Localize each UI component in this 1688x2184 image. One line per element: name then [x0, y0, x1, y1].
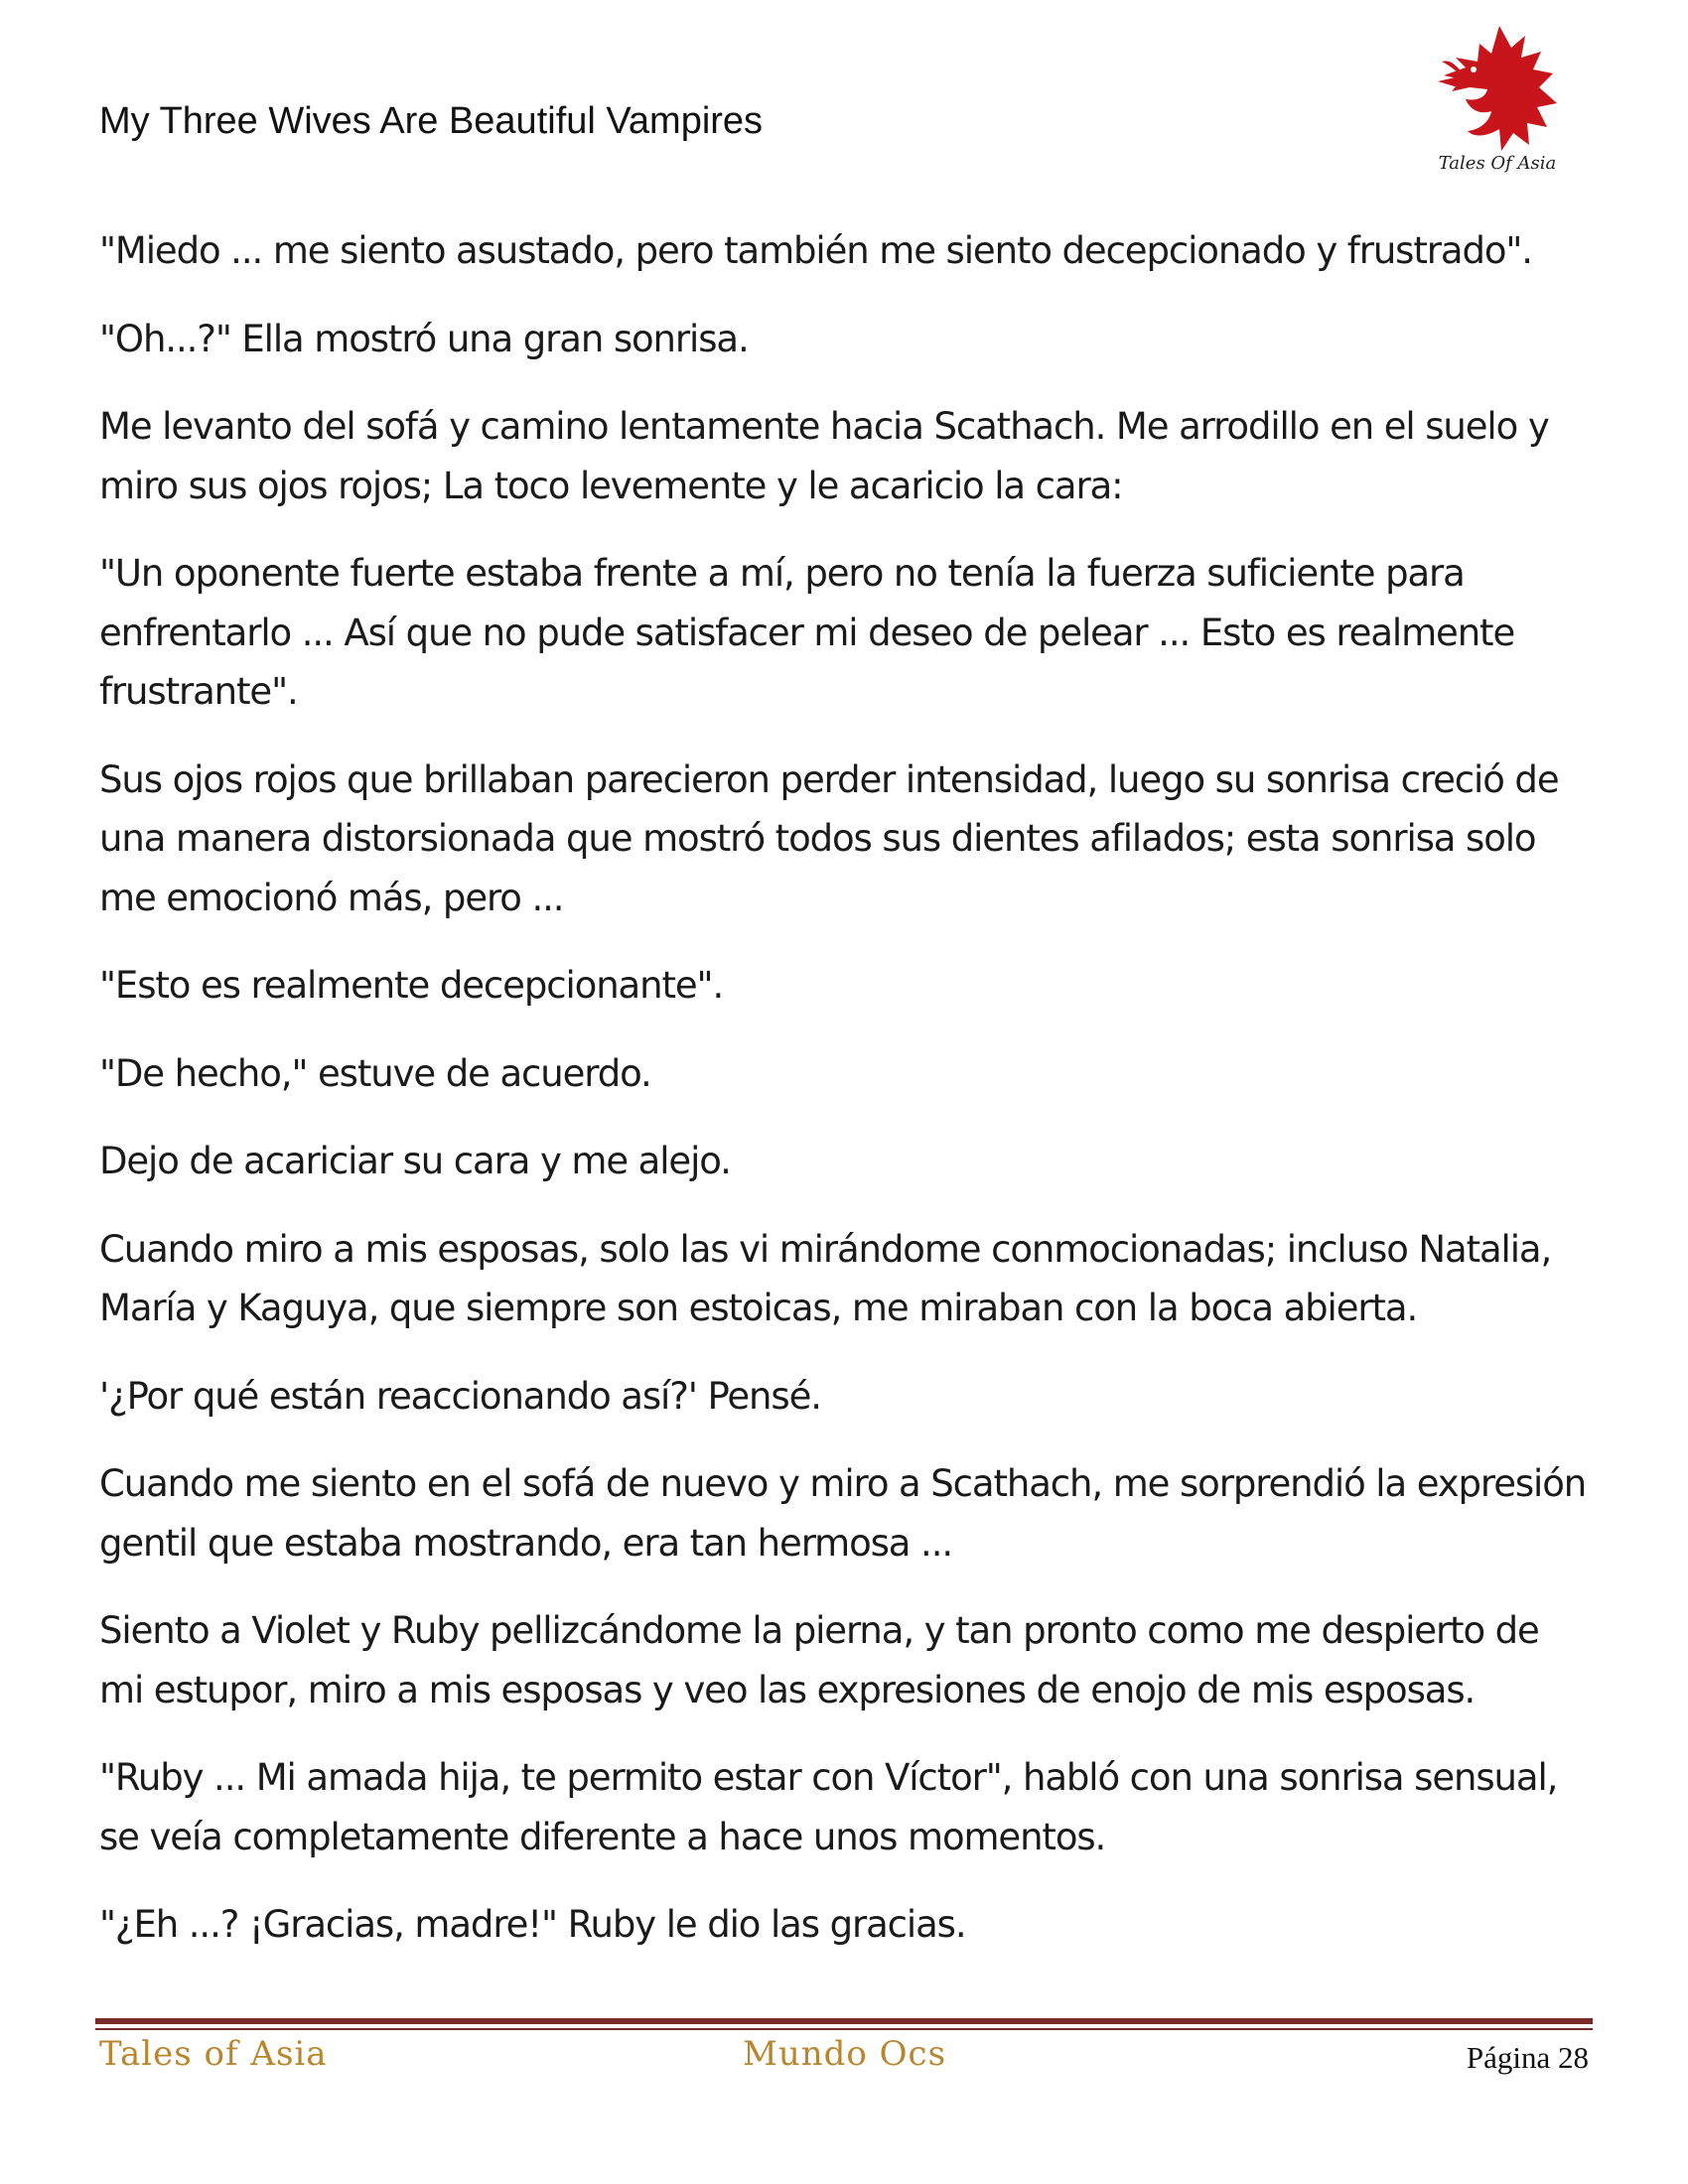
document-title: My Three Wives Are Beautiful Vampires [99, 100, 764, 142]
logo-text: Tales Of Asia [1438, 153, 1557, 174]
paragraph: "Esto es realmente decepcionante". [99, 964, 724, 1007]
paragraph: "Miedo ... me siento asustado, pero también me siento decepcionado y frustrado". [99, 229, 1532, 272]
paragraph: "De hecho," estuve de acuerdo. [99, 1051, 651, 1095]
paragraph: "Ruby ... Mi amada hija, te permito estar con Víctor", habló con una sonrisa sensual, se veía completamente diferente a hace unos momentos. [99, 1756, 1558, 1858]
document-body [99, 221, 1589, 1983]
paragraph: Cuando miro a mis esposas, solo las vi mirándome conmocionadas; incluso Natalia, María y Kaguya, que siempre son estoicas, me miraban con la boca abierta. [99, 1227, 1552, 1329]
paragraph: "¿Eh ...? ¡Gracias, madre!" Ruby le dio las gracias. [99, 1903, 966, 1946]
footer-publisher: Tales of Asia [99, 2034, 328, 2074]
paragraph: Sus ojos rojos que brillaban parecieron perder intensidad, luego su sonrisa creció de una manera distorsionada que mostró todos sus dientes afilados; esta sonrisa solo me emocionó más, pero ... [99, 757, 1559, 919]
page-number: Página 28 [1466, 2040, 1589, 2075]
footer-divider-thin [95, 2028, 1593, 2030]
paragraph: "Un oponente fuerte estaba frente a mí, pero no tenía la fuerza suficiente para enfrentarlo ... Así que no pude satisfacer mi deseo de pelear ... Esto es realmente frustrante". [99, 552, 1515, 713]
footer-divider [95, 2018, 1593, 2024]
paragraph: Siento a Violet y Ruby pellizcándome la pierna, y tan pronto como me despierto de mi estupor, miro a mis esposas y veo las expresiones de enojo de mis esposas. [99, 1609, 1539, 1711]
paragraph: '¿Por qué están reaccionando así?' Pensé. [99, 1374, 821, 1418]
paragraph: Me levanto del sofá y camino lentamente hacia Scathach. Me arrodillo en el suelo y miro sus ojos rojos; La toco levemente y le acaricio la cara: [99, 405, 1549, 507]
footer-source: Mundo Ocs [743, 2034, 947, 2074]
paragraph: Cuando me siento en el sofá de nuevo y miro a Scathach, me sorprendió la expresión gentil que estaba mostrando, era tan hermosa ... [99, 1462, 1587, 1565]
paragraph: Dejo de acariciar su cara y me alejo. [99, 1140, 731, 1182]
paragraph: "Oh...?" Ella mostró una gran sonrisa. [99, 317, 749, 360]
